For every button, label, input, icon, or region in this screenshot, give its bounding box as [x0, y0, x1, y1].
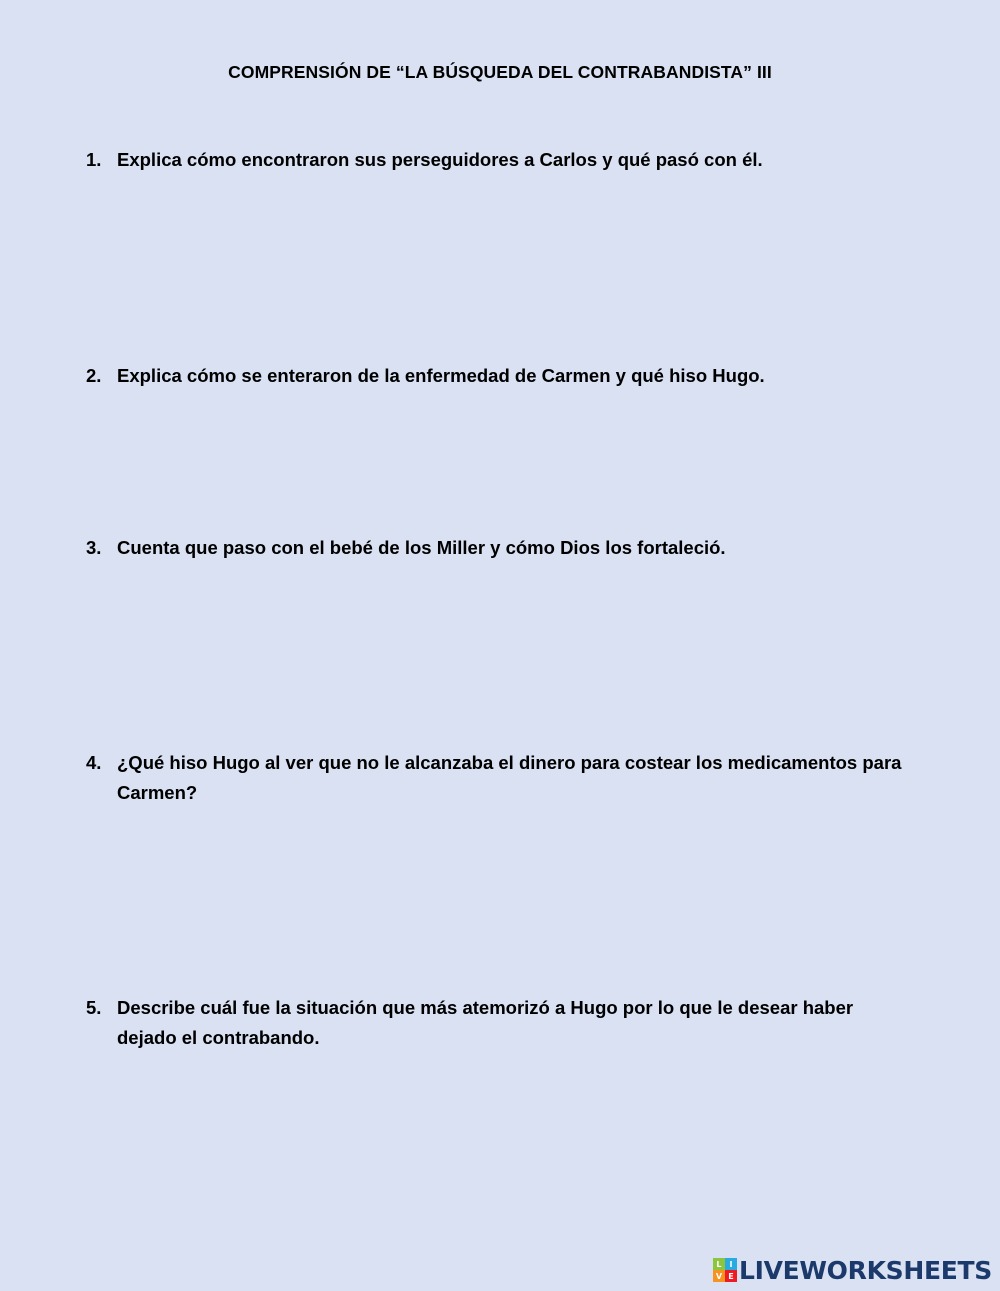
- question-item: [86, 533, 916, 563]
- logo-icon-letter: E: [725, 1270, 737, 1282]
- question-text: Describe cuál fue la situación que más atemorizó a Hugo por lo que le desear haber dejado el contrabando.: [117, 997, 854, 1048]
- question-number: 5.: [86, 997, 102, 1018]
- question-item: [86, 145, 916, 175]
- liveworksheets-logo[interactable]: [713, 1255, 992, 1285]
- question-number: 4.: [86, 752, 102, 773]
- question-number: 3.: [86, 537, 102, 558]
- logo-icon-letter: V: [713, 1270, 725, 1282]
- question-item: [86, 993, 916, 1053]
- question-item: [86, 748, 916, 808]
- question-number: 2.: [86, 365, 102, 386]
- question-item: [86, 361, 916, 391]
- question-text: Explica cómo encontraron sus perseguidores a Carlos y qué pasó con él.: [117, 149, 763, 170]
- question-text: Cuenta que paso con el bebé de los Miller y cómo Dios los fortaleció.: [117, 537, 726, 558]
- logo-text: LIVEWORKSHEETS: [738, 1255, 992, 1285]
- question-text: ¿Qué hiso Hugo al ver que no le alcanzaba el dinero para costear los medicamentos para Carmen?: [117, 752, 902, 803]
- logo-icon-letter: L: [713, 1258, 725, 1270]
- liveworksheets-logo-icon: [713, 1258, 737, 1282]
- question-number: 1.: [86, 149, 102, 170]
- page-title: COMPRENSIÓN DE “LA BÚSQUEDA DEL CONTRABANDISTA” III: [228, 62, 772, 82]
- question-text: Explica cómo se enteraron de la enfermedad de Carmen y qué hiso Hugo.: [117, 365, 765, 386]
- logo-icon-letter: I: [725, 1258, 737, 1270]
